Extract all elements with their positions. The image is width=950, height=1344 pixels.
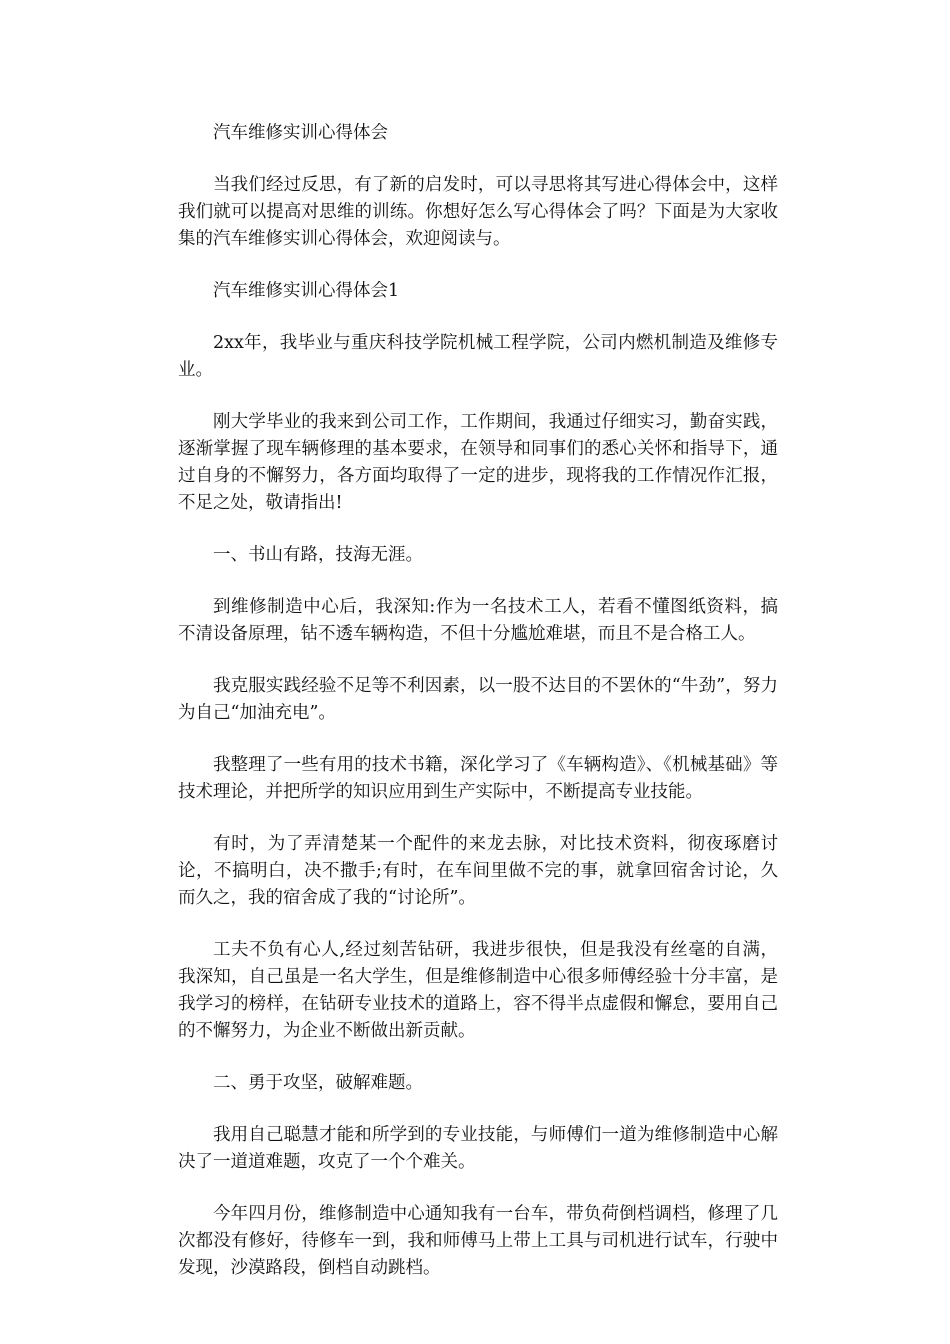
body-paragraph: 有时，为了弄清楚某一个配件的来龙去脉，对比技术资料，彻夜琢磨讨论，不搞明白，决不撒手;有时，在车间里做不完的事，就拿回宿舍讨论，久而久之，我的宿舍成了我的“讨论所”。 bbox=[178, 834, 778, 908]
subheading-2: 二、勇于攻坚，破解难题。 bbox=[213, 1073, 423, 1093]
document-title: 汽车维修实训心得体会 bbox=[213, 123, 388, 143]
document-page bbox=[178, 120, 778, 1307]
body-paragraph: 我用自己聪慧才能和所学到的专业技能，与师傅们一道为维修制造中心解决了一道道难题，攻克了一个个难关。 bbox=[178, 1125, 778, 1172]
body-paragraph: 刚大学毕业的我来到公司工作，工作期间，我通过仔细实习，勤奋实践，逐渐掌握了现车辆修理的基本要求，在领导和同事们的悉心关怀和指导下，通过自身的不懈努力，各方面均取得了一定的进步，现将我的工作情况作汇报，不足之处，敬请指出! bbox=[178, 412, 778, 513]
subheading-1: 一、书山有路，技海无涯。 bbox=[213, 545, 423, 565]
section-heading-1: 汽车维修实训心得体会1 bbox=[213, 281, 400, 301]
body-paragraph: 我克服实践经验不足等不利因素，以一股不达目的不罢休的“牛劲”，努力为自己“加油充电”。 bbox=[178, 676, 778, 723]
intro-paragraph: 当我们经过反思，有了新的启发时，可以寻思将其写进心得体会中，这样我们就可以提高对思维的训练。你想好怎么写心得体会了吗？下面是为大家收集的汽车维修实训心得体会，欢迎阅读与。 bbox=[178, 175, 778, 249]
body-paragraph: 工夫不负有心人,经过刻苦钻研，我进步很快，但是我没有丝毫的自满，我深知，自己虽是一名大学生，但是维修制造中心很多师傅经验十分丰富，是我学习的榜样，在钻研专业技术的道路上，容不得半点虚假和懈怠，要用自己的不懈努力，为企业不断做出新贡献。 bbox=[178, 940, 778, 1041]
body-paragraph: 我整理了一些有用的技术书籍，深化学习了《车辆构造》、《机械基础》等技术理论，并把所学的知识应用到生产实际中，不断提高专业技能。 bbox=[178, 755, 778, 802]
body-paragraph: 今年四月份，维修制造中心通知我有一台车，带负荷倒档调档，修理了几次都没有修好，待修车一到，我和师傅马上带上工具与司机进行试车，行驶中发现，沙漠路段，倒档自动跳档。 bbox=[178, 1204, 778, 1278]
body-paragraph: 2xx年，我毕业与重庆科技学院机械工程学院，公司内燃机制造及维修专业。 bbox=[178, 333, 778, 380]
body-paragraph: 到维修制造中心后，我深知:作为一名技术工人，若看不懂图纸资料，搞不清设备原理，钻不透车辆构造，不但十分尴尬难堪，而且不是合格工人。 bbox=[178, 597, 778, 644]
